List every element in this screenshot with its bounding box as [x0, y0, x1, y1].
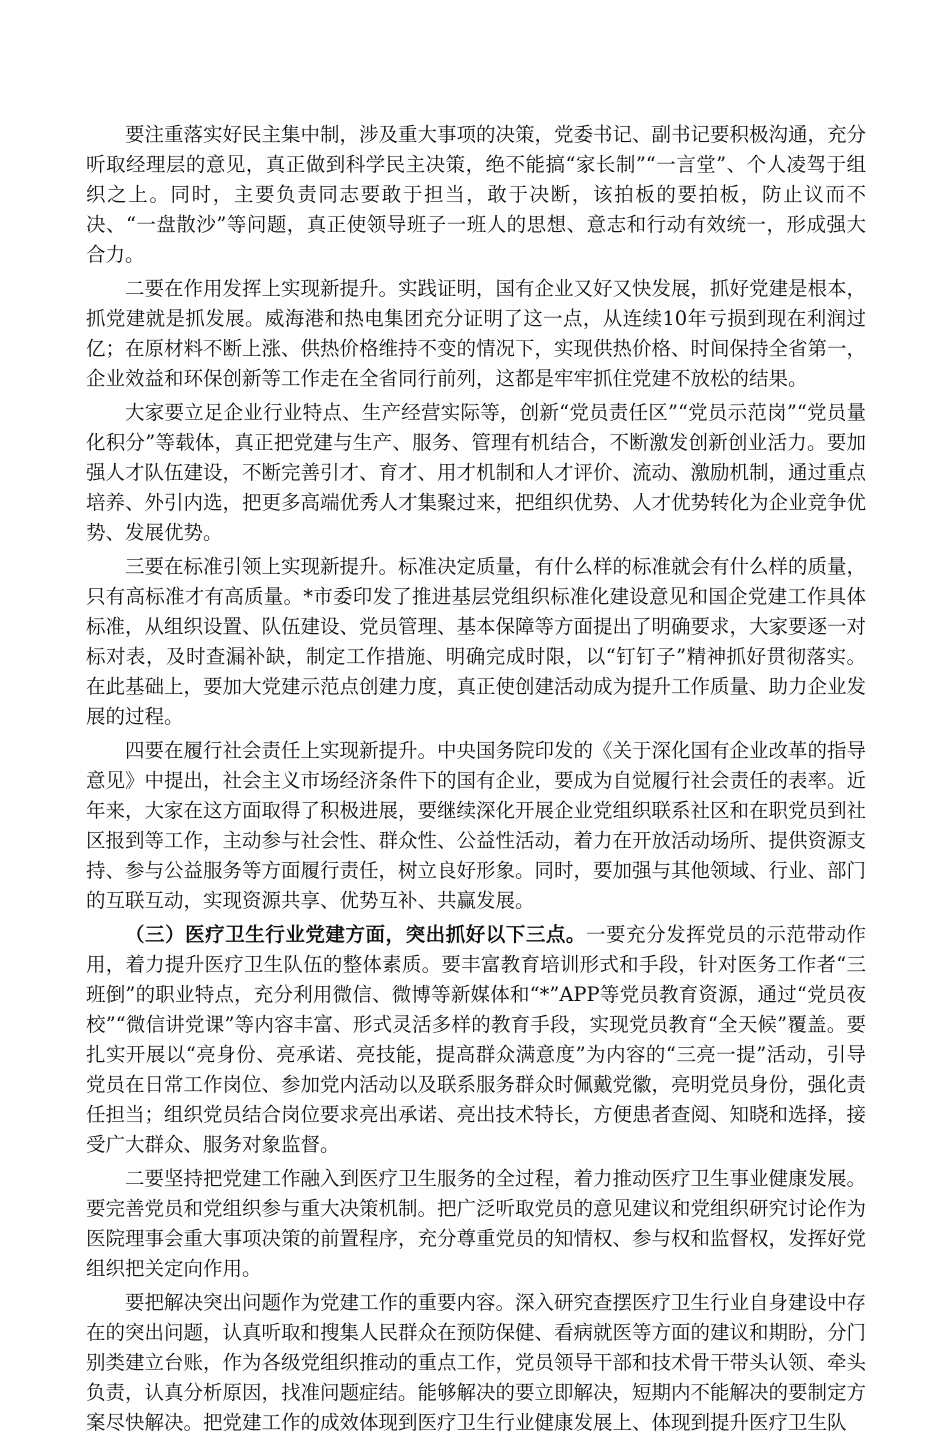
- paragraph-6: [86, 920, 866, 1160]
- paragraph-text: 三要在标准引领上实现新提升。标准决定质量，有什么样的标准就会有什么样的质量，只有高标准才有高质量。*市委印发了推进基层党组织标准化建设意见和国企党建工作具体标准，从组织设置、队伍建设、党员管理、基本保障等方面提出了明确要求，大家要逐一对标对表，及时查漏补缺，制定工作措施、明确完成时限，以“钉钉子”精神抓好贯彻落实。在此基础上，要加大党建示范点创建力度，真正使创建活动成为提升工作质量、助力企业发展的过程。: [86, 555, 867, 728]
- document-page: [86, 120, 866, 1442]
- paragraph-2: [86, 274, 866, 394]
- paragraph-text: 二要坚持把党建工作融入到医疗卫生服务的全过程，着力推动医疗卫生事业健康发展。要完善党员和党组织参与重大决策机制。把广泛听取党员的意见建议和党组织研究讨论作为医院理事会重大事项决策的前置程序，充分尊重党员的知情权、参与权和监督权，发挥好党组织把关定向作用。: [86, 1167, 867, 1280]
- paragraph-1: [86, 120, 866, 270]
- paragraph-text: 二要在作用发挥上实现新提升。实践证明，国有企业又好又快发展，抓好党建是根本，抓党建就是抓发展。威海港和热电集团充分证明了这一点，从连续10年亏损到现在利润过亿；在原材料不断上涨、供热价格维持不变的情况下，实现供热价格、时间保持全省第一，企业效益和环保创新等工作走在全省同行前列，这都是牢牢抓住党建不放松的结果。: [86, 277, 867, 390]
- paragraph-8: [86, 1288, 866, 1438]
- section-heading: （三）医疗卫生行业党建方面，突出抓好以下三点。: [125, 923, 586, 946]
- paragraph-3: [86, 398, 866, 548]
- paragraph-4: [86, 552, 866, 732]
- paragraph-text: 大家要立足企业行业特点、生产经营实际等，创新“党员责任区”“党员示范岗”“党员量化积分”等载体，真正把党建与生产、服务、管理有机结合，不断激发创新创业活力。要加强人才队伍建设，不断完善引才、育才、用才机制和人才评价、流动、激励机制，通过重点培养、外引内选，把更多高端优秀人才集聚过来，把组织优势、人才优势转化为企业竞争优势、发展优势。: [86, 401, 867, 544]
- paragraph-text: 要把解决突出问题作为党建工作的重要内容。深入研究查摆医疗卫生行业自身建设中存在的突出问题，认真听取和搜集人民群众在预防保健、看病就医等方面的建议和期盼，分门别类建立台账，作为各级党组织推动的重点工作，党员领导干部和技术骨干带头认领、牵头负责，认真分析原因，找准问题症结。能够解决的要立即解决，短期内不能解决的要制定方案尽快解决。把党建工作的成效体现到医疗卫生行业健康发展上、体现到提升医疗卫生队: [86, 1291, 867, 1434]
- paragraph-text: 四要在履行社会责任上实现新提升。中央国务院印发的《关于深化国有企业改革的指导意见》中提出，社会主义市场经济条件下的国有企业，要成为自觉履行社会责任的表率。近年来，大家在这方面取得了积极进展，要继续深化开展企业党组织联系社区和在职党员到社区报到等工作，主动参与社会性、群众性、公益性活动，着力在开放活动场所、提供资源支持、参与公益服务等方面履行责任，树立良好形象。同时，要加强与其他领域、行业、部门的互联互动，实现资源共享、优势互补、共赢发展。: [86, 739, 867, 912]
- paragraph-7: [86, 1164, 866, 1284]
- paragraph-text: 一要充分发挥党员的示范带动作用，着力提升医疗卫生队伍的整体素质。要丰富教育培训形式和手段，针对医务工作者“三班倒”的职业特点，充分利用微信、微博等新媒体和“*”APP等党员教育资源，通过“党员夜校”“微信讲党课”等内容丰富、形式灵活多样的教育手段，实现党员教育“全天候”覆盖。要扎实开展以“亮身份、亮承诺、亮技能，提高群众满意度”为内容的“三亮一提”活动，引导党员在日常工作岗位、参加党内活动以及联系服务群众时佩戴党徽，亮明党员身份，强化责任担当；组织党员结合岗位要求亮出承诺、亮出技术特长，方便患者查阅、知晓和选择，接受广大群众、服务对象监督。: [86, 923, 867, 1156]
- paragraph-text: 要注重落实好民主集中制，涉及重大事项的决策，党委书记、副书记要积极沟通，充分听取经理层的意见，真正做到科学民主决策，绝不能搞“家长制”“一言堂”、个人凌驾于组织之上。同时，主要负责同志要敢于担当，敢于决断，该拍板的要拍板，防止议而不决、“一盘散沙”等问题，真正使领导班子一班人的思想、意志和行动有效统一，形成强大合力。: [86, 123, 867, 266]
- paragraph-5: [86, 736, 866, 916]
